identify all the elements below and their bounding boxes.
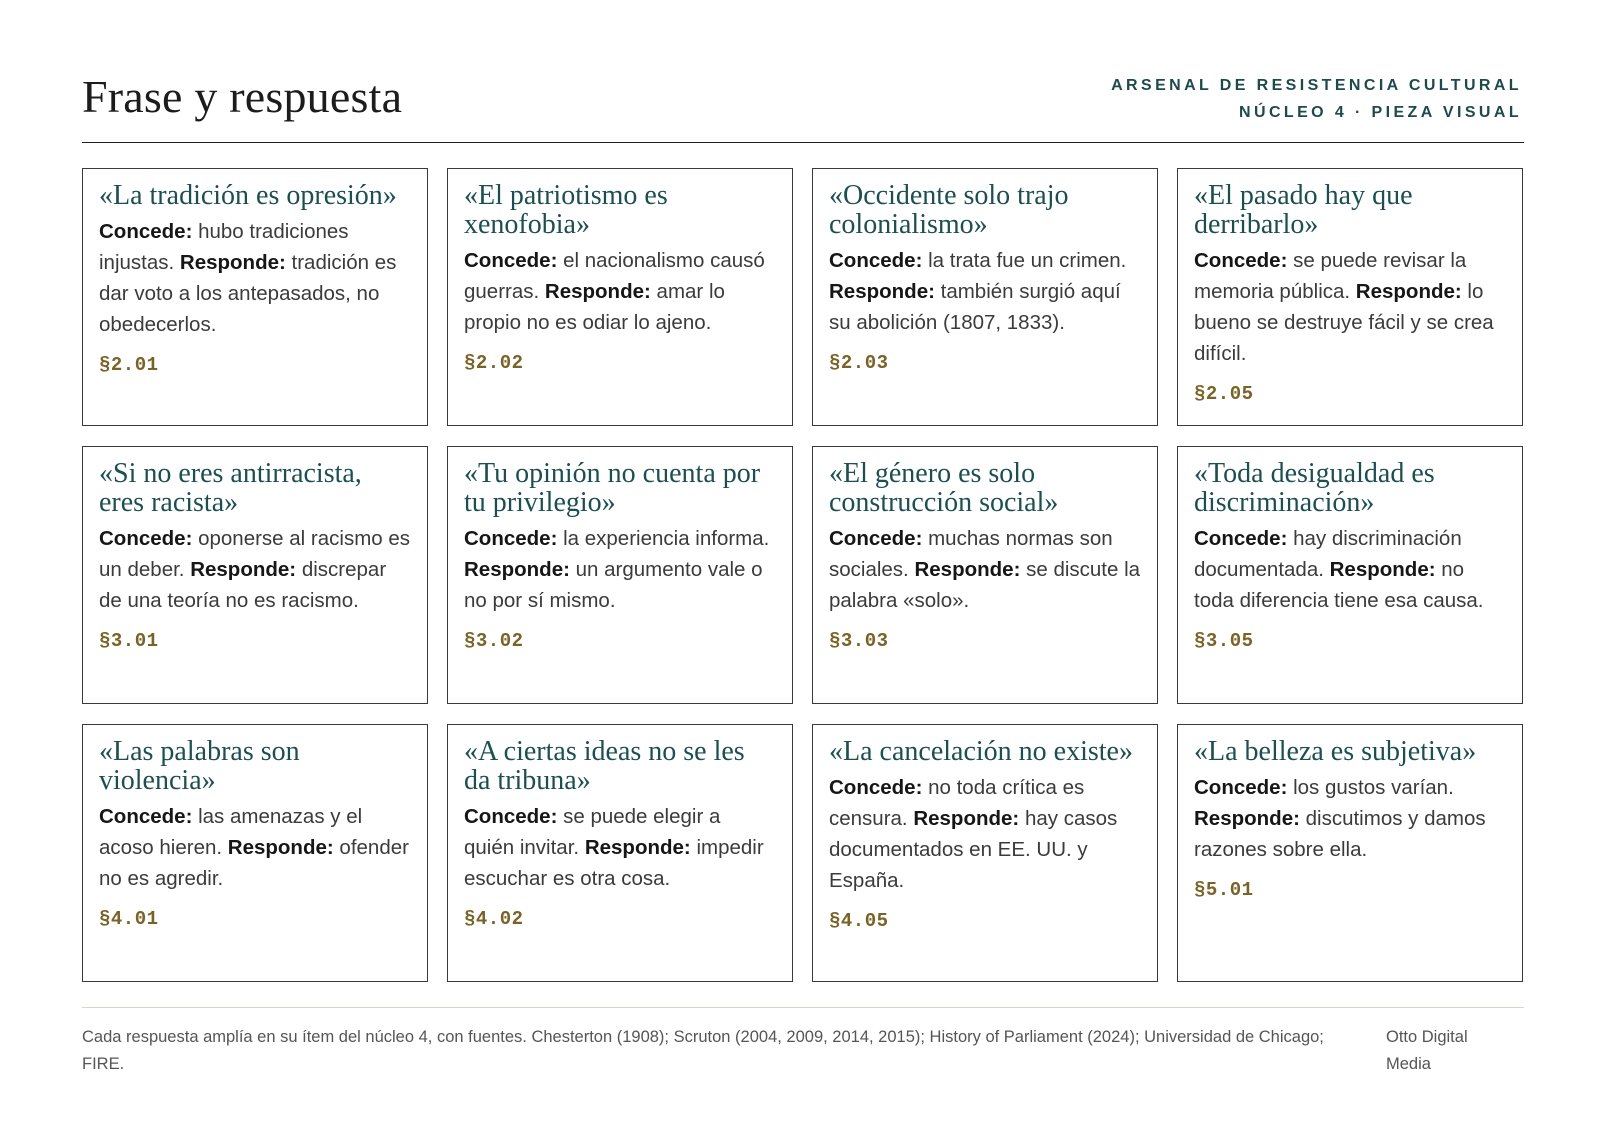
responde-label: Responde:: [584, 836, 691, 859]
concede-text: se puede elegir a quién invitar.: [464, 805, 721, 859]
response-card: [82, 446, 428, 704]
card-body: [464, 801, 776, 894]
concede-text: el nacionalismo causó guerras.: [464, 249, 765, 303]
responde-text: discrepar de una teoría no es racismo.: [99, 558, 387, 612]
response-card: [812, 446, 1158, 704]
card-reference: §2.01: [99, 354, 159, 376]
response-card: [447, 724, 793, 982]
concede-text: hay discriminación documentada.: [1194, 527, 1462, 581]
card-body: [99, 801, 411, 894]
card-quote: «La cancelación no existe»: [829, 736, 1133, 767]
responde-text: no toda diferencia tiene esa causa.: [1194, 558, 1484, 612]
card-body: [1194, 772, 1506, 865]
concede-label: Concede:: [464, 527, 558, 550]
responde-label: Responde:: [1329, 558, 1436, 581]
response-card: [812, 168, 1158, 426]
publisher-credit: Otto Digital Media: [1386, 1028, 1468, 1073]
concede-text: hubo tradiciones injustas.: [99, 220, 349, 274]
concede-text: los gustos varían.: [1287, 776, 1454, 799]
card-reference: §4.02: [464, 908, 524, 930]
responde-text: discutimos y damos razones sobre ella.: [1194, 807, 1486, 861]
card-body: [829, 245, 1141, 338]
responde-label: Responde:: [179, 251, 286, 274]
card-reference: §4.05: [829, 910, 889, 932]
page-header: [82, 0, 1524, 143]
concede-label: Concede:: [1194, 776, 1288, 799]
concede-label: Concede:: [99, 805, 193, 828]
responde-text: amar lo propio no es odiar lo ajeno.: [464, 280, 725, 334]
card-quote: «El patriotismo es xenofobia»: [464, 180, 668, 240]
card-quote: «Las palabras son violencia»: [99, 736, 300, 796]
concede-label: Concede:: [99, 527, 193, 550]
response-card: [1177, 446, 1523, 704]
responde-label: Responde:: [913, 807, 1020, 830]
responde-text: lo bueno se destruye fácil y se crea difícil.: [1194, 280, 1494, 365]
concede-label: Concede:: [829, 776, 923, 799]
card-quote: «Toda desigualdad es discriminación»: [1194, 458, 1435, 518]
card-reference: §5.01: [1194, 879, 1254, 901]
concede-text: la experiencia informa.: [557, 527, 770, 550]
page: [82, 0, 1524, 1073]
card-body: [464, 245, 776, 338]
concede-text: las amenazas y el acoso hieren.: [99, 805, 363, 859]
response-card: [812, 724, 1158, 982]
card-reference: §2.03: [829, 352, 889, 374]
card-quote: «La tradición es opresión»: [99, 180, 397, 211]
series-kicker: [1111, 72, 1522, 126]
responde-label: Responde:: [829, 280, 935, 303]
responde-text: se discute la palabra «solo».: [829, 558, 1141, 612]
responde-text: también surgió aquí su abolición (1807, 1833).: [829, 280, 1121, 334]
responde-text: ofender no es agredir.: [99, 836, 409, 890]
response-card: [82, 724, 428, 982]
concede-text: no toda crítica es censura.: [829, 776, 1085, 830]
response-card: [1177, 724, 1523, 982]
concede-text: se puede revisar la memoria pública.: [1194, 249, 1467, 303]
card-body: [99, 523, 411, 616]
card-body: [829, 772, 1141, 896]
card-reference: §4.01: [99, 908, 159, 930]
responde-label: Responde:: [1194, 807, 1300, 830]
kicker-line-series: ARSENAL DE RESISTENCIA CULTURAL: [1111, 77, 1522, 94]
card-quote: «La belleza es subjetiva»: [1194, 736, 1477, 767]
kicker-line-piece: NÚCLEO 4 · PIEZA VISUAL: [1239, 104, 1522, 121]
response-card: [447, 446, 793, 704]
response-card: [447, 168, 793, 426]
card-body: [464, 523, 776, 616]
card-quote: «Occidente solo trajo colonialismo»: [829, 180, 1069, 240]
concede-label: Concede:: [829, 249, 923, 272]
responde-label: Responde:: [914, 558, 1021, 581]
responde-text: un argumento vale o no por sí mismo.: [464, 558, 763, 612]
concede-label: Concede:: [464, 805, 558, 828]
concede-label: Concede:: [99, 220, 193, 243]
card-body: [99, 216, 411, 340]
responde-text: hay casos documentados en EE. UU. y España.: [829, 807, 1118, 892]
card-body: [1194, 523, 1506, 616]
footer: [82, 1007, 1524, 1073]
sources-footnote: Cada respuesta amplía en su ítem del núcleo 4, con fuentes. Chesterton (1908); Scruton (2004, 2009, 2014, 2015); History of Parliament (2024); Universidad de Chicago; FIRE.: [82, 1028, 1324, 1073]
concede-label: Concede:: [829, 527, 923, 550]
response-card: [82, 168, 428, 426]
card-body: [829, 523, 1141, 616]
responde-label: Responde:: [1355, 280, 1462, 303]
concede-text: oponerse al racismo es un deber.: [99, 527, 411, 581]
concede-label: Concede:: [1194, 249, 1288, 272]
concede-text: muchas normas son sociales.: [829, 527, 1113, 581]
card-reference: §3.01: [99, 630, 159, 652]
card-reference: §2.02: [464, 352, 524, 374]
card-body: [1194, 245, 1506, 369]
card-quote: «Si no eres antirracista, eres racista»: [99, 458, 362, 518]
card-quote: «A ciertas ideas no se les da tribuna»: [464, 736, 745, 796]
card-reference: §2.05: [1194, 383, 1254, 405]
concede-text: la trata fue un crimen.: [922, 249, 1127, 272]
card-quote: «El pasado hay que derribarlo»: [1194, 180, 1413, 240]
concede-label: Concede:: [1194, 527, 1288, 550]
card-quote: «Tu opinión no cuenta por tu privilegio»: [464, 458, 761, 518]
responde-label: Responde:: [190, 558, 297, 581]
responde-text: impedir escuchar es otra cosa.: [464, 836, 764, 890]
card-reference: §3.03: [829, 630, 889, 652]
card-reference: §3.05: [1194, 630, 1254, 652]
responde-label: Responde:: [227, 836, 334, 859]
concede-label: Concede:: [464, 249, 558, 272]
response-card: [1177, 168, 1523, 426]
card-reference: §3.02: [464, 630, 524, 652]
response-card-grid: [82, 168, 1523, 982]
page-title: Frase y respuesta: [82, 71, 403, 122]
responde-label: Responde:: [464, 558, 570, 581]
card-quote: «El género es solo construcción social»: [829, 458, 1059, 518]
responde-label: Responde:: [544, 280, 651, 303]
responde-text: tradición es dar voto a los antepasados, no obedecerlos.: [99, 251, 397, 336]
